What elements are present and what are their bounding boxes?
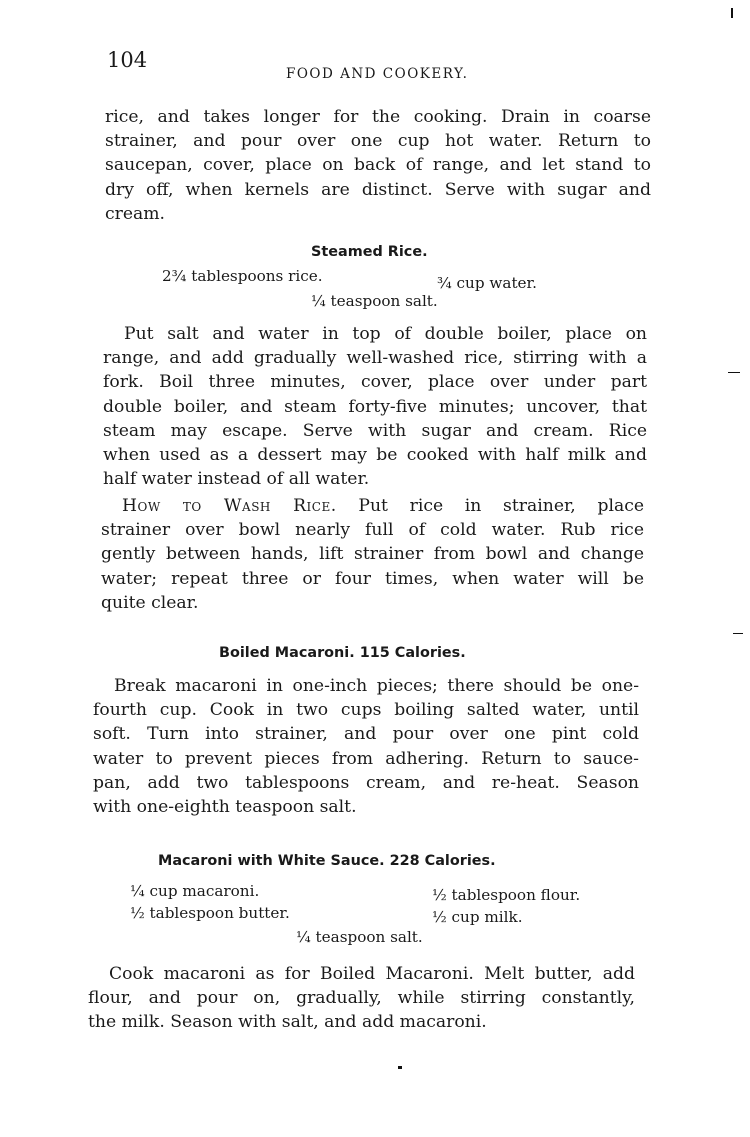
text-line: fourth cup. Cook in two cups boiling salted water, until (93, 700, 639, 721)
recipe-title-boiled-macaroni (219, 645, 466, 661)
scan-edge-mark (728, 372, 740, 373)
steamed-rice-paragraph (103, 322, 647, 491)
text-line: steam may escape. Serve with sugar and cream. Rice (103, 420, 647, 441)
macaroni-white-sauce-paragraph (88, 962, 635, 1035)
text-line: Cook macaroni as for Boiled Macaroni. Melt butter, add (109, 964, 635, 984)
text-line: strainer, and pour over one cup hot water. Return to (105, 131, 651, 152)
text-line: water; repeat three or four times, when water will be (101, 568, 644, 589)
ingredient: ¼ teaspoon salt. (296, 928, 423, 946)
scan-edge-mark (731, 8, 733, 18)
ingredient: ½ tablespoon flour. (432, 886, 581, 904)
text-line (101, 494, 644, 518)
text-line: when used as a dessert may be cooked with half milk and (103, 445, 647, 466)
text-line: strainer over bowl nearly full of cold water. Rub rice (101, 520, 644, 541)
ingredient: ¾ cup water. (437, 274, 537, 292)
text-line: Put salt and water in top of double boiler, place on (124, 324, 647, 344)
scan-edge-mark (733, 633, 743, 634)
subheading-how-to-wash-rice: How to Wash Rice. (122, 496, 337, 516)
recipe-title-macaroni-white-sauce (158, 853, 496, 869)
ingredient: ½ tablespoon butter. (130, 904, 290, 922)
ingredient: 2¾ tablespoons rice. (162, 267, 323, 285)
text-line: rice, and takes longer for the cooking. Drain in coarse (105, 107, 651, 127)
ingredient: ¼ cup macaroni. (130, 882, 260, 900)
text-line: range, and add gradually well-washed rice, stirring with a (103, 348, 647, 369)
recipe-title: Macaroni with White Sauce. (158, 853, 385, 869)
text-line: double boiler, and steam forty-five minutes; uncover, that (103, 396, 647, 417)
recipe-title: Boiled Macaroni. (219, 645, 355, 661)
text-line: Break macaroni in one-inch pieces; there should be one- (114, 676, 639, 696)
intro-paragraph (105, 105, 651, 226)
text-line: gently between hands, lift strainer from bowl and change (101, 544, 644, 565)
text-line: soft. Turn into strainer, and pour over one pint cold (93, 724, 639, 745)
text-line: dry off, when kernels are distinct. Serve with sugar and (105, 179, 651, 200)
ink-speck (398, 1066, 402, 1069)
calories: 228 Calories. (389, 853, 496, 869)
text-line: flour, and pour on, gradually, while stirring constantly, (88, 988, 635, 1009)
text-line: the milk. Season with salt, and add macaroni. (88, 1012, 487, 1033)
text-line: fork. Boil three minutes, cover, place over under part (103, 372, 647, 393)
text-line: half water instead of all water. (103, 469, 370, 490)
text-line: with one-eighth teaspoon salt. (93, 797, 357, 818)
wash-rice-paragraph (101, 494, 644, 615)
boiled-macaroni-paragraph (93, 674, 639, 819)
ingredient: ½ cup milk. (432, 908, 523, 926)
calories: 115 Calories. (359, 645, 466, 661)
text-line: quite clear. (101, 592, 199, 613)
text-fragment: Put rice in strainer, place (358, 496, 645, 516)
recipe-title-steamed-rice: Steamed Rice. (311, 244, 428, 260)
text-line: saucepan, cover, place on back of range, and let stand to (105, 155, 651, 176)
page-number: 104 (107, 48, 148, 72)
running-head: FOOD AND COOKERY. (286, 66, 469, 82)
text-line: pan, add two tablespoons cream, and re-heat. Season (93, 772, 639, 793)
ingredient: ¼ teaspoon salt. (311, 292, 438, 310)
text-line: water to prevent pieces from adhering. Return to sauce- (93, 748, 639, 769)
text-line: cream. (105, 203, 166, 224)
